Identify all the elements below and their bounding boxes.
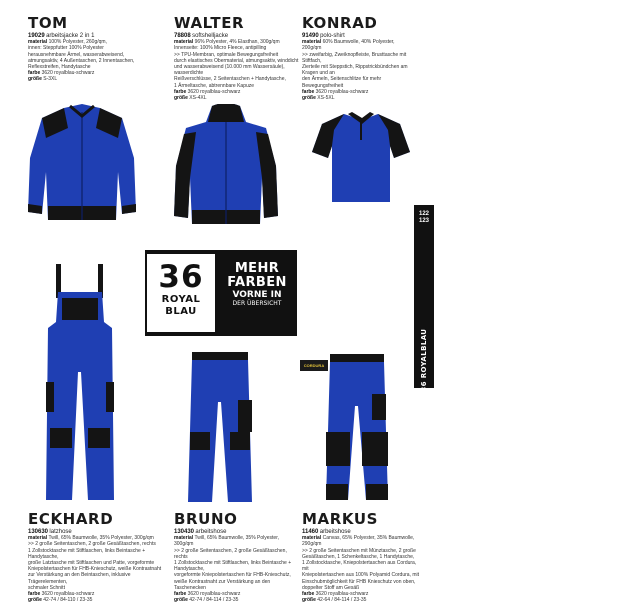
badge-line4: DER ÜBERSICHT [232,300,282,307]
product-tom [28,14,156,83]
line-text: 42-74 / 84-114 / 23-35 [189,597,239,604]
badge-line3: VORNE IN [232,290,282,300]
line-text: schmaler Schnitt [28,584,65,591]
line-text: 3620 royalblau-schwarz [41,70,95,77]
line-text: Kniepolstertaschen für FHB-Knieschutz, weiße Kontrastnaht [28,566,162,573]
product-code: 78808 [174,33,191,39]
product-name: KONRAD [302,14,378,32]
line-text: >> zweifarbig, Zweiknopfleiste, Brusttasche mit Stiftfach, [302,51,407,64]
color-name-line1: ROYAL [161,294,201,305]
line-text: Einschubmöglichkeit für FHB Knieschutz von oben, [302,578,416,585]
line-text: >> 2 große Seitentaschen mit Münztasche, 2 große [302,547,416,554]
line-label: farbe [28,70,41,77]
line-label: material [302,39,322,46]
badge-line2: FARBEN [227,275,287,290]
product-name: ECKHARD [28,510,114,528]
line-text: 3620 royalblau-schwarz [315,591,369,598]
line-text: Gesäßtaschen, 1 Schenkeltasche, 1 Handytasche, [302,553,415,560]
line-text: Zierteile mit Steppstich, Rippstrickbündchen am Kragen und an [302,64,408,77]
line-text: 100% Polyester, 260g/qm, [48,39,107,46]
color-name-line2: BLAU [165,306,197,317]
line-text: vorgeformte Kniepolstertaschen für FHB-Knieschutz, [174,572,291,579]
polo-konrad-image [312,110,410,206]
jacket-tom-image [26,102,138,226]
product-type: arbeitshose [319,529,351,535]
color-badge [145,250,297,336]
line-text: 60% Baumwolle, 40% Polyester, 200g/qm [302,39,395,52]
line-text: 1 Zollstocktasche mit Stiftlaschen, links Beintasche + Handytasche, [28,547,146,560]
line-text: 1 Ärmeltasche, abtrennbare Kapuze [174,82,255,89]
line-text: zur Verstärkung an den Beintaschen, inklusive Trägerelementen, [28,572,131,585]
line-text: 1 Zollstocktasche, Kniepolstertaschen aus Cordura, mit [302,560,417,573]
product-name: TOM [28,14,68,32]
line-text: Reißverschlüsse, 2 Seitentaschen + Handytasche, [174,76,286,83]
color-badge-number-box [147,254,215,332]
line-label: material [28,39,48,46]
product-markus [302,510,420,603]
line-text: durch elastisches Obermaterial, atmungsaktiv, winddicht [174,57,299,64]
line-text: weiße Kontrastnaht zur Verstärkung an den Taschenecken [174,578,271,591]
line-text: 96% Polyester, 4% Elasthan, 300g/qm [194,39,280,46]
line-text: Kniepolstertaschen aus 100% Polyamid Cordura, mit [302,572,420,579]
line-text: XS-4XL [189,95,207,102]
line-text: >> 2 große Seitentaschen, 2 große Gesäßtaschen, rechts [174,547,287,560]
product-code: 130430 [174,529,195,535]
line-label: größe [302,95,316,102]
line-text: 3620 royalblau-schwarz [187,591,241,598]
line-label: größe [302,597,316,604]
side-tab-label: >> 36 ROYALBLAU [420,328,428,407]
badge-line1: MEHR [234,261,280,276]
line-label: größe [174,597,188,604]
line-text: innen: Steppfutter 100% Polyester [28,45,104,52]
page-number-right: 123 [418,218,429,224]
line-text: >> TPU-Membran, optimale Bewegungsfreiheit [174,51,279,58]
side-register-tab [414,205,434,407]
product-code: 19029 [28,33,45,39]
line-text: Twill, 65% Baumwolle, 35% Polyester, 300g/qm [174,535,279,548]
line-label: farbe [302,591,315,598]
product-code: 11460 [302,529,319,535]
line-text: Canvas, 65% Polyester, 35% Baumwolle, 290g/qm [302,535,415,548]
line-text: 3620 royalblau-schwarz [315,88,369,95]
line-label: größe [28,76,42,83]
trousers-bruno-image [186,352,254,506]
line-text: Reflexstreifen, Handytasche [28,64,91,71]
line-text: und wasserabweisend (10.000 mm Wassersäule), wasserdichte [174,64,285,77]
product-konrad [302,14,414,101]
product-type: arbeitshose [195,529,227,535]
line-text: 3620 royalblau-schwarz [41,591,95,598]
page-number-left: 122 [418,211,429,217]
line-text: 42-64 / 84-114 / 23-35 [317,597,367,604]
product-bruno [174,510,298,603]
line-label: farbe [28,591,41,598]
product-walter [174,14,302,101]
product-name: BRUNO [174,510,238,528]
line-label: material [28,535,48,542]
product-name: MARKUS [302,510,379,528]
cordura-label: CORDURA [300,360,328,371]
product-eckhard [28,510,162,603]
badge-message [219,262,295,308]
line-text: Twill, 65% Baumwolle, 35% Polyester, 300g/qm [48,535,154,542]
overall-eckhard-image [40,262,120,504]
product-code: 130630 [28,529,49,535]
line-label: material [174,535,194,542]
product-type: arbeitsjacke 2 in 1 [46,33,95,39]
line-label: farbe [302,88,315,95]
line-text: XS-5XL [317,95,335,102]
line-label: material [302,535,322,542]
line-text: Innenseite: 100% Micro Fleece, antipilling [174,45,267,52]
line-label: farbe [174,591,187,598]
product-type: latzhose [49,529,72,535]
line-text: 3620 royalblau-schwarz [187,88,241,95]
line-text: S-3XL [43,76,58,83]
line-text: große Latztasche mit Stiftlaschen und Patte, vorgeformte [28,560,155,567]
line-text: den Ärmeln, Seitenschlitze für mehr Bewegungsfreiheit [302,76,382,89]
line-label: größe [28,597,42,604]
color-number: 36 [158,259,204,295]
product-code: 91490 [302,33,319,39]
line-text: herausnehmbare Ärmel, wasserabweisend, atmungsaktiv, 4 Außentaschen, 2 Innentaschen, [28,51,135,64]
trousers-markus-image [322,354,392,504]
product-type: softshelljacke [192,33,229,39]
jacket-walter-image [172,104,280,230]
line-text: 42-74 / 84-110 / 23-35 [43,597,93,604]
line-label: material [174,39,194,46]
line-label: farbe [174,88,187,95]
line-text: doppelter Stoff am Gesäß [302,584,360,591]
line-text: >> 2 große Seitentaschen, 2 große Gesäßtaschen, rechts [28,541,156,548]
product-type: polo-shirt [320,33,345,39]
product-name: WALTER [174,14,245,32]
line-label: größe [174,95,188,102]
line-text: 1 Zollstocktasche mit Stiftlaschen, links Beintasche + Handytasche, [174,560,292,573]
